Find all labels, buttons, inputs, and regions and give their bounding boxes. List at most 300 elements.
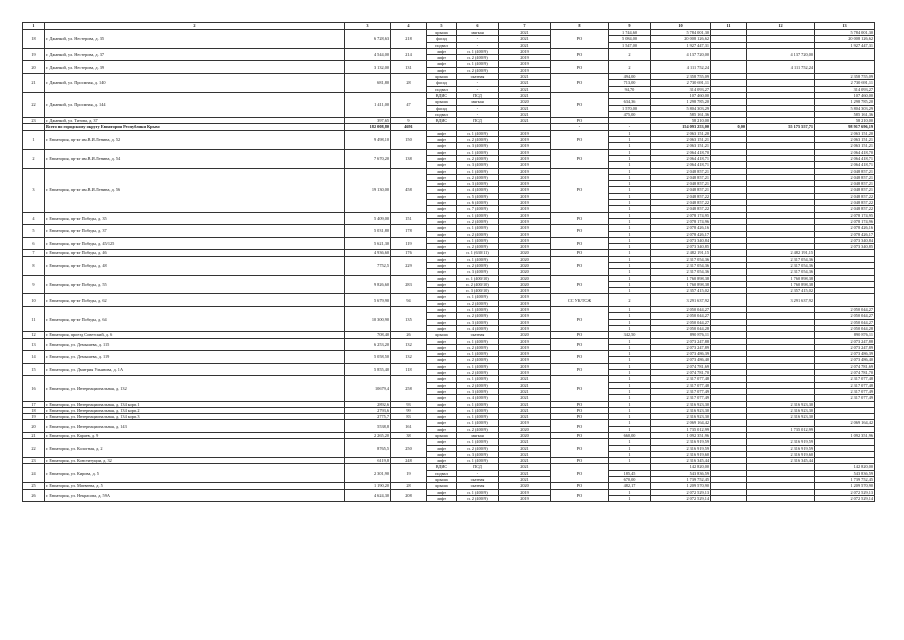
cell-people: 248 [391,458,427,464]
cell-address: г. Евпатория, ул. Караев, д. 9 [45,433,345,439]
cell-qty: 1 [609,382,651,388]
cell-spec: скатная [457,483,499,489]
cell-spec: п. 5 (400/9) [457,193,499,199]
cell-address: г. Джанкой, ул. Просмная, д. 140 [45,74,345,93]
cell-year: 2019 [499,357,551,363]
cell-org: РО [551,458,609,464]
cell-work: лифт [427,168,457,174]
cell-qty: 1 [609,414,651,420]
cell-year: 2021 [499,86,551,92]
cell-area: 5 409,00 [345,212,391,225]
cell-cost: 2 073 486,40 [651,357,711,363]
cell-spec: - [457,105,499,111]
cell-spec: п. 1 (400/9) [457,338,499,344]
cell-spec: мягкая [457,433,499,439]
cell-year: 2019 [499,61,551,67]
cell-org: РО [551,464,609,483]
cell-col12: 55 175 557,71 [747,124,815,130]
cell-address: г. Евпатория, ул. Демышева, д. 115 [45,338,345,351]
cell-qty: 1 547,00 [609,42,651,48]
cell-spec: ПСД [457,92,499,98]
cell-qty: 1 [609,357,651,363]
cell-qty: 1 [609,451,651,457]
cell-qty: 1 [609,376,651,382]
cell-spec: п. 1 (400/9) [457,237,499,243]
cell-col13: 2 063 151,21 [815,137,875,143]
cell-year: 2019 [499,319,551,325]
cell-work: лифт [427,445,457,451]
cell-cost: 543 836,59 [651,470,711,476]
cell-qty: 1 [609,237,651,243]
cell-cost: 2 069 164,42 [651,420,711,426]
cell-qty: 1 [609,262,651,268]
cell-qty: 1 [609,174,651,180]
cell-year: 2021 [499,464,551,470]
column-number-13: 13 [815,23,875,30]
cell-cost: 2 317 054,36 [651,262,711,268]
cell-spec: п. 2 (400/9) [457,137,499,143]
cell-cost: 2 050 044,27 [651,319,711,325]
cell-col13: 2 074 781,69 [815,363,875,369]
cell-col13: 2 048 857,22 [815,193,875,199]
cell-area: 2793,6 [345,407,391,413]
cell-work: лифт [427,307,457,313]
cell-year: 2019 [499,137,551,143]
cell-work: ВДИС [427,118,457,124]
cell-cost: 5 784 001,30 [651,30,711,36]
cell-org: РО [551,237,609,250]
column-number-10: 10 [651,23,711,30]
cell-col13: 2 072 529,14 [815,495,875,501]
cell-area: 19 130,00 [345,168,391,212]
cell-work: лифт [427,275,457,281]
cell-year: 2021 [499,445,551,451]
cell-qty: 475,00 [609,111,651,117]
cell-qty: 634,36 [609,99,651,105]
cell-address: г. Евпатория, пр-кт Победы, д. 48 [45,256,345,275]
cell-no: 18 [23,407,45,413]
cell-work: лифт [427,363,457,369]
cell-spec: п. 3 (400/9) [457,143,499,149]
column-number-header [23,23,875,30]
cell-year: 2019 [499,300,551,306]
cell-area: 5 855,40 [345,363,391,376]
cell-year: 2019 [499,495,551,501]
cell-work: ВДИС [427,464,457,470]
cell-qty: 1 [609,162,651,168]
cell-col13: 314 093,27 [815,86,875,92]
cell-qty: 1 [609,388,651,394]
cell-cost: 1 209 570,90 [651,483,711,489]
cell-address: г. Евпатория, пр-кт им.В.И.Ленина, д. 52 [45,130,345,149]
cell-org: РО [551,275,609,294]
cell-cost: 2 078 426,17 [651,231,711,237]
cell-year: 2020 [499,256,551,262]
cell-col11 [711,294,747,307]
cell-work: лифт [427,300,457,306]
column-number-2: 2 [45,23,345,30]
cell-spec: п. 1 (400/9) [457,149,499,155]
cell-cost: 2 064 418,70 [651,149,711,155]
cell-col13: 2 073 340,85 [815,244,875,250]
cell-work: лифт [427,338,457,344]
cell-address: г. Евпатория, пр-кт Победы, д. 45/125 [45,237,345,250]
cell-people: 28 [391,483,427,489]
cell-col13: 543 836,59 [815,470,875,476]
cell-year: 2021 [499,382,551,388]
cell-address: г. Евпатория, пр-кт им.В.И.Ленина, д. 54 [45,149,345,168]
cell-address: г. Евпатория, ул. Дмитрия Ульянова, д. 1А [45,363,345,376]
cell-year: 2019 [499,294,551,300]
cell-org: РО [551,168,609,212]
cell-org: РО [551,149,609,168]
cell-year: 2020 [499,262,551,268]
cell-col12: 2 316 923,30 [747,414,815,420]
cell-qty: 1 [609,231,651,237]
cell-qty: 1 [609,256,651,262]
cell-work: лифт [427,218,457,224]
cell-work: лифт [427,250,457,256]
cell-col12: 2 316 923,30 [747,401,815,407]
cell-cost: 2 316 345,44 [651,458,711,464]
column-number-3: 3 [345,23,391,30]
cell-qty: 1 [609,319,651,325]
cell-no: 21 [23,433,45,439]
cell-no: 1 [23,130,45,149]
column-number-1: 1 [23,23,45,30]
cell-spec: п. 1 (630/11) [457,250,499,256]
cell-col13: 1 739 752,45 [815,477,875,483]
cell-work: лифт [427,256,457,262]
cell-year: 2021 [499,388,551,394]
cell-spec: п. 1 (400/9) [457,420,499,426]
cell-org: РО [551,483,609,489]
cell-year: 2020 [499,99,551,105]
cell-no: 18 [23,30,45,49]
cell-year: 2021 [499,451,551,457]
cell-spec: п. 2 (400/9) [457,55,499,61]
cell-year: 2021 [499,414,551,420]
cell-spec: п. 2 (400/9) [457,382,499,388]
cell-cost: 2 063 151,20 [651,130,711,136]
cell-no: 11 [23,307,45,332]
cell-year: 2019 [499,168,551,174]
cell-cost: 2 730 691,11 [651,80,711,86]
cell-cost: 2 078 174,95 [651,212,711,218]
cell-year: 2020 [499,433,551,439]
cell-qty: 1 [609,458,651,464]
cell-cost: 2 074 781,69 [651,363,711,369]
cell-col13: 2 048 857,22 [815,206,875,212]
cell-year: 2019 [499,313,551,319]
cell-year: 2019 [499,149,551,155]
cell-year: 2021 [499,111,551,117]
cell-address: г. Евпатория, ул. Демышева, д. 119 [45,351,345,364]
cell-spec: п. 2 (400/9) [457,218,499,224]
cell-spec: п. 3 (400/9) [457,451,499,457]
cell-spec: п. 1 (400/10) [457,275,499,281]
cell-org: РО [551,401,609,407]
cell-qty: 185,45 [609,470,651,476]
cell-year: 2019 [499,55,551,61]
cell-work: лифт [427,325,457,331]
cell-col13: 2 073 486,39 [815,351,875,357]
column-number-4: 4 [391,23,427,30]
cell-address: г. Евпатория, ул. Интернациональная, д. 134 корп.3 [45,414,345,420]
cell-col13: 2 063 151,21 [815,143,875,149]
cell-spec: п. 1 (400/9) [457,130,499,136]
cell-cost: 2 073 247,88 [651,338,711,344]
cell-spec: п. 2 (400/9) [457,445,499,451]
cell-people: 19 [391,464,427,483]
cell-col13 [815,48,875,61]
cell-col12 [747,495,815,501]
cell-cost: 2 050 044,28 [651,325,711,331]
cell-cost: 2 048 857,22 [651,206,711,212]
cell-no: 6 [23,237,45,250]
cell-spec: п. 2 (400/9) [457,344,499,350]
cell-work: лифт [427,143,457,149]
cell-spec: п. 1 (400/9) [457,401,499,407]
cell-col13 [815,294,875,307]
cell-spec: п. 2 (400/9) [457,357,499,363]
cell-spec: ПСД [457,118,499,124]
cell-people: 132 [391,338,427,351]
cell-cost: 2 048 857,21 [651,168,711,174]
cell-org: СС УК/ТСЖ [551,294,609,307]
cell-cost: 2 316 923,30 [651,407,711,413]
cell-people: 458 [391,168,427,212]
cell-qty: 1 [609,275,651,281]
cell-year: 2019 [499,489,551,495]
cell-spec: п. 2 (400/9) [457,495,499,501]
cell-cost: 2 074 781,70 [651,370,711,376]
cell-people: 4691 [391,124,427,130]
cell-address: г. Евпатория, проезд Советский, д. 6 [45,332,345,338]
cell-no: 14 [23,351,45,364]
cell-qty: 1 [609,244,651,250]
cell-cost: 1 760 898,38 [651,281,711,287]
cell-org: РО [551,351,609,364]
cell-no: 26 [23,489,45,502]
cell-org: РО [551,48,609,61]
cell-qty: 1 [609,193,651,199]
cell-work: лифт [427,395,457,401]
cell-people: 99 [391,407,427,413]
cell-col13: 585 161,36 [815,111,875,117]
cell-no: 10 [23,294,45,307]
cell-no: 19 [23,414,45,420]
cell-org: РО [551,30,609,49]
cell-no: 24 [23,464,45,483]
cell-work: лифт [427,357,457,363]
cell-col13: 142 820,00 [815,464,875,470]
cell-cost: 1 092 351,96 [651,433,711,439]
cell-address: г. Евпатория, пр-кт Победы, д. 37 [45,225,345,238]
cell-no: 20 [23,420,45,433]
cell-no: 9 [23,275,45,294]
column-number-11: 11 [711,23,747,30]
cell-address: Всего по городскому округу Евпатория Республики Крым: [45,124,345,130]
cell-cost: 2 482 191,15 [651,250,711,256]
cell-people: 214 [391,48,427,61]
cell-qty: 1 [609,187,651,193]
cell-col13: 890 876,11 [815,332,875,338]
cell-address: г. Евпатория, ул. Интернациональная, д. 134 корп.1 [45,401,345,407]
cell-col13: 2 050 044,27 [815,319,875,325]
cell-spec: п. 3 (400/9) [457,388,499,394]
cell-col13: 58 210,00 [815,118,875,124]
cell-no: 20 [23,61,45,74]
cell-work: лифт [427,231,457,237]
cell-org: РО [551,420,609,433]
cell-qty: 1 [609,489,651,495]
cell-address: г. Евпатория, пр-кт Победы, д. 55 [45,275,345,294]
cell-year: 2020 [499,275,551,281]
cell-col13: 2 069 164,42 [815,420,875,426]
cell-address: г. Евпатория, ул. Интернациональная, д. 132 [45,376,345,401]
cell-spec: мягкая [457,30,499,36]
cell-work: лифт [427,206,457,212]
cell-col12: 2 316 919,59 [747,445,815,451]
cell-col13: 2 064 418,71 [815,162,875,168]
cell-work: лифт [427,407,457,413]
cell-cost: 58 210,00 [651,118,711,124]
cell-qty: 2 [609,61,651,74]
cell-people: 28 [391,74,427,93]
cell-col12: 2 316 923,30 [747,407,815,413]
cell-year: 2019 [499,162,551,168]
cell-people: 94 [391,294,427,307]
cell-year: 2020 [499,250,551,256]
cell-address: г. Джанкой, ул. Просмная, д. 144 [45,92,345,117]
cell-cost: 2 048 857,22 [651,193,711,199]
cell-cost: 2 048 857,21 [651,181,711,187]
cell-area: 10679,4 [345,376,391,401]
cell-qty: 670,00 [609,477,651,483]
cell-work: лифт [427,269,457,275]
cell-work: лифт [427,451,457,457]
cell-qty: 1 [609,143,651,149]
cell-qty: 1 [609,225,651,231]
cell-people: 83 [391,414,427,420]
cell-people: 150 [391,130,427,149]
cell-area: 4 624,30 [345,489,391,502]
cell-people: 178 [391,225,427,238]
cell-address: г. Евпатория, ул. Интернациональная, д. 143 [45,420,345,433]
cell-qty: 1 [609,395,651,401]
cell-qty: 342,50 [609,332,651,338]
cell-work: лифт [427,212,457,218]
cell-work: лифт [427,67,457,73]
cell-cost: 2 073 247,89 [651,344,711,350]
cell-work: лифт [427,313,457,319]
cell-qty: 1 [609,495,651,501]
cell-people: 161 [391,420,427,433]
cell-qty: - [609,124,651,130]
cell-org: РО [551,439,609,458]
cell-year: 2020 [499,269,551,275]
cell-work: фасад [427,80,457,86]
cell-spec: п. 1 (400/9) [457,489,499,495]
cell-area: 5 679,90 [345,294,391,307]
cell-work: лифт [427,319,457,325]
cell-spec: п. 2 (400/9) [457,313,499,319]
cell-no: 2 [23,149,45,168]
cell-work: лифт [427,55,457,61]
cell-year: 2021 [499,30,551,36]
cell-no: 7 [23,250,45,256]
cell-year: 2019 [499,174,551,180]
cell-work: лифт [427,187,457,193]
cell-people: 208 [391,489,427,502]
cell-no: 17 [23,401,45,407]
cell-cost: 2 072 529,13 [651,489,711,495]
cell-area: 6 728,63 [345,30,391,49]
cell-qty: 1 [609,212,651,218]
cell-spec: п. 2 (400/9) [457,426,499,432]
cell-year: 2021 [499,118,551,124]
cell-year: 2021 [499,439,551,445]
cell-address: г. Евпатория, ул. Интернациональная, д. 134 корп.2 [45,407,345,413]
cell-col13: 1 209 570,90 [815,483,875,489]
cell-col12: 2 357 415,02 [747,288,815,294]
cell-work: крыша [427,99,457,105]
cell-col13: 2 317 077,49 [815,388,875,394]
cell-spec: п. 1 (400/9) [457,212,499,218]
cell-no: 23 [23,118,45,124]
cell-address: г. Джанкой, ул. Нестерова, д. 37 [45,48,345,61]
column-number-8: 8 [551,23,609,30]
cell-year: 2020 [499,332,551,338]
cell-spec: п. 2 (400/9) [457,262,499,268]
cell-work: лифт [427,401,457,407]
cell-qty: 5 084,00 [609,36,651,42]
cell-col11 [711,48,747,61]
cell-qty: 1 [609,313,651,319]
cell-qty: 1 [609,155,651,161]
cell-no: 19 [23,48,45,61]
cell-org: РО [551,225,609,238]
cell-year: 2020 [499,281,551,287]
cell-qty: 494,00 [609,74,651,80]
cell-cost: 2 073 486,39 [651,351,711,357]
cell-work: лифт [427,388,457,394]
cell-qty: 1 [609,288,651,294]
cell-work: лифт [427,237,457,243]
cell-spec: п. 3 (400/9) [457,162,499,168]
cell-year: 2021 [499,395,551,401]
cell-org: РО [551,61,609,74]
cell-work: подвал [427,42,457,48]
cell-cost: 1 739 752,45 [651,477,711,483]
cell-col13: 5 784 001,30 [815,30,875,36]
cell-spec: п. 2 (400/9) [457,370,499,376]
cell-qty: 1 570,00 [609,105,651,111]
cell-cost: 314 093,27 [651,86,711,92]
cell-spec: п. 4 (400/9) [457,187,499,193]
cell-cost: 20 008 126,62 [651,36,711,42]
cell-people: 118 [391,363,427,376]
cell-address: г. Евпатория, ул. Конституции, д. 32 [45,458,345,464]
cell-work: лифт [427,281,457,287]
cell-col12: 1 735 012,99 [747,426,815,432]
cell-cost: 2 073 340,85 [651,244,711,250]
cell-work: лифт [427,495,457,501]
cell-people: 26 [391,332,427,338]
cell-qty: 1 [609,351,651,357]
cell-area: 7752,5 [345,256,391,275]
